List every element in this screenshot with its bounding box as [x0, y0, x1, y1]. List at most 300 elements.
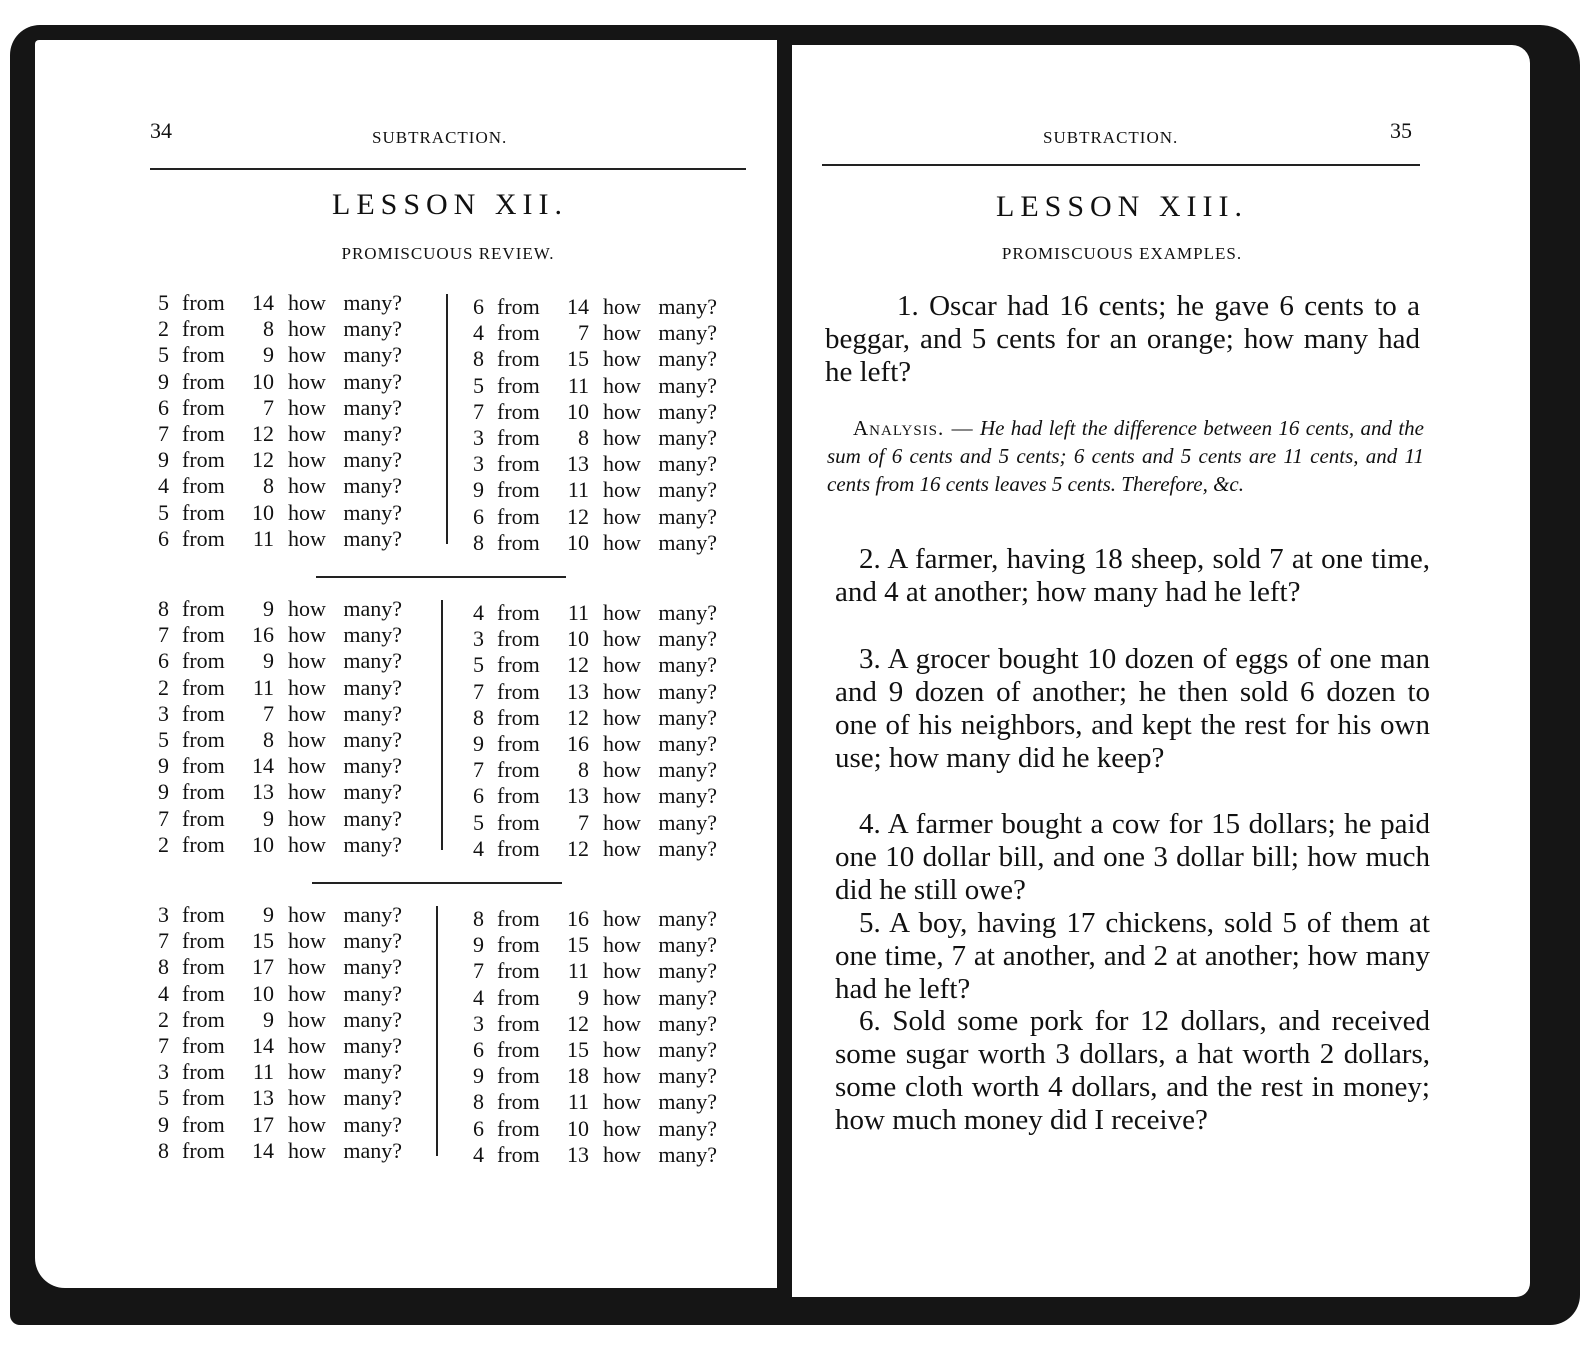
from-word: from: [497, 906, 540, 931]
exercise-row: [473, 373, 743, 399]
from-word: from: [182, 525, 225, 551]
exercise-row: [158, 500, 428, 526]
exercise-row: [473, 705, 743, 731]
how-many-text: how many?: [603, 451, 718, 477]
subtrahend: 9: [158, 368, 169, 394]
minuend: 14: [252, 1032, 274, 1058]
exercise-row: [473, 810, 743, 836]
minuend: 10: [252, 831, 274, 857]
minuend: 8: [578, 757, 589, 783]
how-many-text: how many?: [288, 420, 403, 446]
from-word: from: [497, 294, 540, 319]
how-many-text: how many?: [603, 932, 718, 958]
lesson-title-right: LESSON XIII.: [996, 190, 1248, 223]
from-word: from: [497, 424, 540, 450]
column-divider: [441, 600, 443, 850]
minuend: 8: [263, 473, 274, 499]
from-word: from: [182, 499, 225, 525]
from-word: from: [182, 753, 225, 779]
subtrahend: 2: [158, 831, 169, 857]
problem-5: 5. A boy, having 17 chickens, sold 5 of them at one time, 7 at another, and 2 at another; how many had he left?: [835, 907, 1430, 1005]
subtrahend: 3: [473, 451, 484, 477]
from-word: from: [497, 398, 540, 424]
minuend: 18: [567, 1063, 589, 1089]
exercise-row: [473, 451, 743, 477]
from-word: from: [182, 805, 225, 831]
from-word: from: [497, 1115, 540, 1141]
minuend: 9: [263, 902, 274, 927]
exercise-column-left: [158, 902, 428, 1164]
exercise-row: [473, 958, 743, 984]
how-many-text: how many?: [288, 831, 403, 857]
exercise-row: [158, 395, 428, 421]
subtrahend: 5: [158, 726, 169, 752]
exercise-column-right: [473, 294, 743, 556]
minuend: 11: [567, 1089, 589, 1115]
how-many-text: how many?: [603, 477, 718, 503]
minuend: 7: [578, 809, 589, 835]
how-many-text: how many?: [603, 704, 718, 730]
exercise-row: [158, 1085, 428, 1111]
minuend: 10: [252, 499, 274, 525]
exercise-row: [158, 1059, 428, 1085]
how-many-text: how many?: [603, 1141, 718, 1167]
subtrahend: 5: [158, 1085, 169, 1111]
subtrahend: 5: [473, 809, 484, 835]
from-word: from: [497, 984, 540, 1010]
minuend: 8: [263, 316, 274, 342]
exercise-row: [473, 906, 743, 932]
exercise-row: [473, 294, 743, 320]
subtrahend: 5: [158, 342, 169, 368]
how-many-text: how many?: [288, 1137, 403, 1163]
how-many-text: how many?: [288, 902, 403, 927]
from-word: from: [182, 1111, 225, 1137]
exercise-row: [473, 679, 743, 705]
minuend: 17: [252, 1111, 274, 1137]
subtitle-left: PROMISCUOUS REVIEW.: [341, 244, 555, 263]
from-word: from: [182, 928, 225, 954]
from-word: from: [497, 346, 540, 372]
how-many-text: how many?: [603, 809, 718, 835]
how-many-text: how many?: [603, 346, 718, 372]
problem-2: 2. A farmer, having 18 sheep, sold 7 at one time, and 4 at another; how many had he left?: [835, 543, 1430, 608]
subtrahend: 7: [158, 622, 169, 648]
subtrahend: 7: [158, 420, 169, 446]
running-title-left: SUBTRACTION.: [372, 128, 508, 147]
minuend: 11: [567, 477, 589, 503]
from-word: from: [182, 316, 225, 342]
how-many-text: how many?: [603, 1010, 718, 1036]
exercise-row: [158, 1138, 428, 1164]
how-many-text: how many?: [288, 1085, 403, 1111]
from-word: from: [497, 835, 540, 861]
exercise-row: [158, 1033, 428, 1059]
how-many-text: how many?: [603, 503, 718, 529]
subtrahend: 6: [158, 525, 169, 551]
minuend: 10: [567, 1115, 589, 1141]
how-many-text: how many?: [603, 424, 718, 450]
from-word: from: [497, 320, 540, 346]
how-many-text: how many?: [603, 600, 718, 625]
subtrahend: 7: [158, 928, 169, 954]
lesson-title-left: LESSON XII.: [332, 188, 568, 221]
how-many-text: how many?: [603, 398, 718, 424]
minuend: 8: [578, 424, 589, 450]
exercise-row: [473, 626, 743, 652]
minuend: 11: [567, 372, 589, 398]
subtrahend: 4: [473, 320, 484, 346]
from-word: from: [182, 342, 225, 368]
exercise-row: [473, 504, 743, 530]
how-many-text: how many?: [288, 1059, 403, 1085]
minuend: 12: [567, 652, 589, 678]
how-many-text: how many?: [603, 294, 718, 319]
exercise-column-right: [473, 906, 743, 1168]
exercise-column-right: [473, 600, 743, 862]
subtrahend: 8: [158, 1137, 169, 1163]
exercise-row: [158, 832, 428, 858]
from-word: from: [497, 1063, 540, 1089]
minuend: 16: [567, 730, 589, 756]
minuend: 14: [567, 294, 589, 319]
minuend: 17: [252, 954, 274, 980]
minuend: 12: [252, 420, 274, 446]
subtitle-right: PROMISCUOUS EXAMPLES.: [1001, 244, 1243, 263]
exercise-row: [158, 1007, 428, 1033]
page-number-right: 35: [1390, 118, 1412, 143]
how-many-text: how many?: [288, 622, 403, 648]
from-word: from: [182, 622, 225, 648]
running-title-right: SUBTRACTION.: [1043, 128, 1179, 147]
from-word: from: [182, 290, 225, 315]
subtrahend: 6: [473, 1036, 484, 1062]
exercise-row: [473, 530, 743, 556]
minuend: 14: [252, 753, 274, 779]
from-word: from: [497, 451, 540, 477]
exercise-row: [473, 399, 743, 425]
exercise-row: [473, 600, 743, 626]
exercise-row: [158, 369, 428, 395]
exercise-row: [473, 985, 743, 1011]
from-word: from: [497, 1089, 540, 1115]
how-many-text: how many?: [288, 726, 403, 752]
exercise-row: [158, 473, 428, 499]
how-many-text: how many?: [288, 954, 403, 980]
subtrahend: 9: [158, 753, 169, 779]
subtrahend: 9: [473, 1063, 484, 1089]
subtrahend: 4: [158, 473, 169, 499]
how-many-text: how many?: [288, 1111, 403, 1137]
subtrahend: 6: [158, 394, 169, 420]
how-many-text: how many?: [603, 783, 718, 809]
exercise-row: [158, 701, 428, 727]
minuend: 16: [252, 622, 274, 648]
how-many-text: how many?: [603, 835, 718, 861]
exercise-row: [158, 421, 428, 447]
subtrahend: 6: [473, 503, 484, 529]
exercise-row: [158, 753, 428, 779]
exercise-row: [158, 902, 428, 928]
from-word: from: [182, 902, 225, 927]
subtrahend: 7: [473, 958, 484, 984]
minuend: 15: [567, 346, 589, 372]
minuend: 11: [252, 525, 274, 551]
problem-3: 3. A grocer bought 10 dozen of eggs of one man and 9 dozen of another; he then sold 6 dozen to one of his neighbors, and kept the rest for his own use; how many did he keep?: [835, 643, 1430, 774]
exercise-row: [158, 806, 428, 832]
exercise-row: [473, 477, 743, 503]
subtrahend: 3: [158, 1059, 169, 1085]
subtrahend: 3: [473, 424, 484, 450]
from-word: from: [497, 1141, 540, 1167]
from-word: from: [182, 674, 225, 700]
problem-1: 1. Oscar had 16 cents; he gave 6 cents to a beggar, and 5 cents for an orange; how many had he left?: [825, 290, 1420, 388]
minuend: 11: [567, 600, 589, 625]
subtrahend: 9: [473, 730, 484, 756]
problem-6: 6. Sold some pork for 12 dollars, and received some sugar worth 3 dollars, a hat worth 2 dollars, some cloth worth 4 dollars, and the rest in money; how much money did I receive?: [835, 1005, 1430, 1136]
from-word: from: [182, 1006, 225, 1032]
minuend: 14: [252, 1137, 274, 1163]
how-many-text: how many?: [603, 1089, 718, 1115]
how-many-text: how many?: [288, 753, 403, 779]
minuend: 12: [252, 447, 274, 473]
exercise-row: [158, 727, 428, 753]
how-many-text: how many?: [288, 525, 403, 551]
minuend: 9: [263, 1006, 274, 1032]
subtrahend: 5: [158, 290, 169, 315]
exercise-row: [158, 447, 428, 473]
subtrahend: 7: [158, 1032, 169, 1058]
subtrahend: 4: [473, 1141, 484, 1167]
minuend: 15: [567, 932, 589, 958]
header-rule-left: [150, 168, 746, 170]
header-rule-right: [822, 164, 1420, 166]
how-many-text: how many?: [288, 473, 403, 499]
how-many-text: how many?: [288, 1006, 403, 1032]
how-many-text: how many?: [603, 958, 718, 984]
subtrahend: 5: [473, 372, 484, 398]
exercise-row: [473, 932, 743, 958]
from-word: from: [182, 368, 225, 394]
minuend: 9: [263, 342, 274, 368]
subtrahend: 9: [158, 779, 169, 805]
how-many-text: how many?: [288, 980, 403, 1006]
exercise-row: [158, 1112, 428, 1138]
minuend: 13: [567, 451, 589, 477]
exercise-column-left: [158, 290, 428, 552]
from-word: from: [182, 394, 225, 420]
exercise-row: [473, 836, 743, 862]
exercise-row: [473, 320, 743, 346]
exercise-row: [473, 1011, 743, 1037]
exercise-row: [158, 596, 428, 622]
from-word: from: [497, 730, 540, 756]
exercise-row: [158, 316, 428, 342]
minuend: 14: [252, 290, 274, 315]
subtrahend: 6: [473, 294, 484, 319]
how-many-text: how many?: [603, 906, 718, 931]
subtrahend: 9: [473, 477, 484, 503]
minuend: 13: [252, 779, 274, 805]
minuend: 12: [567, 1010, 589, 1036]
from-word: from: [497, 783, 540, 809]
subtrahend: 9: [473, 932, 484, 958]
exercise-row: [473, 757, 743, 783]
exercise-column-left: [158, 596, 428, 858]
exercise-row: [473, 425, 743, 451]
block-separator: [312, 882, 562, 884]
subtrahend: 2: [158, 674, 169, 700]
from-word: from: [182, 726, 225, 752]
from-word: from: [497, 1036, 540, 1062]
exercise-row: [158, 981, 428, 1007]
from-word: from: [497, 678, 540, 704]
minuend: 10: [252, 368, 274, 394]
from-word: from: [182, 980, 225, 1006]
how-many-text: how many?: [603, 757, 718, 783]
column-divider: [446, 294, 448, 544]
minuend: 10: [567, 529, 589, 555]
from-word: from: [497, 372, 540, 398]
minuend: 11: [252, 1059, 274, 1085]
subtrahend: 8: [473, 529, 484, 555]
subtrahend: 4: [473, 600, 484, 625]
how-many-text: how many?: [288, 447, 403, 473]
from-word: from: [182, 473, 225, 499]
subtrahend: 8: [473, 346, 484, 372]
minuend: 12: [567, 835, 589, 861]
subtrahend: 9: [158, 1111, 169, 1137]
minuend: 8: [263, 726, 274, 752]
how-many-text: how many?: [603, 1036, 718, 1062]
minuend: 9: [263, 596, 274, 621]
subtrahend: 9: [158, 447, 169, 473]
minuend: 13: [567, 1141, 589, 1167]
how-many-text: how many?: [288, 316, 403, 342]
subtrahend: 6: [158, 648, 169, 674]
minuend: 7: [263, 700, 274, 726]
from-word: from: [182, 648, 225, 674]
how-many-text: how many?: [288, 779, 403, 805]
exercise-row: [473, 1089, 743, 1115]
exercise-row: [473, 1063, 743, 1089]
subtrahend: 2: [158, 316, 169, 342]
how-many-text: how many?: [603, 1063, 718, 1089]
from-word: from: [182, 596, 225, 621]
minuend: 12: [567, 704, 589, 730]
exercise-row: [158, 648, 428, 674]
how-many-text: how many?: [288, 648, 403, 674]
how-many-text: how many?: [603, 320, 718, 346]
exercise-row: [473, 1116, 743, 1142]
subtrahend: 4: [473, 984, 484, 1010]
from-word: from: [182, 954, 225, 980]
minuend: 10: [567, 398, 589, 424]
subtrahend: 7: [473, 678, 484, 704]
from-word: from: [497, 958, 540, 984]
exercise-row: [473, 652, 743, 678]
from-word: from: [182, 1032, 225, 1058]
subtrahend: 8: [473, 1089, 484, 1115]
how-many-text: how many?: [603, 626, 718, 652]
exercise-row: [158, 526, 428, 552]
how-many-text: how many?: [288, 1032, 403, 1058]
subtrahend: 8: [158, 596, 169, 621]
how-many-text: how many?: [288, 290, 403, 315]
subtrahend: 8: [158, 954, 169, 980]
from-word: from: [182, 1085, 225, 1111]
how-many-text: how many?: [603, 529, 718, 555]
exercise-row: [158, 342, 428, 368]
from-word: from: [182, 831, 225, 857]
exercise-row: [473, 783, 743, 809]
from-word: from: [182, 1059, 225, 1085]
analysis-label: Analysis. —: [853, 416, 974, 440]
subtrahend: 4: [158, 980, 169, 1006]
minuend: 11: [252, 674, 274, 700]
from-word: from: [182, 700, 225, 726]
exercise-row: [158, 954, 428, 980]
from-word: from: [497, 652, 540, 678]
problem-4: 4. A farmer bought a cow for 15 dollars; he paid one 10 dollar bill, and one 3 dollar bill; how much did he still owe?: [835, 808, 1430, 906]
minuend: 10: [252, 980, 274, 1006]
from-word: from: [182, 779, 225, 805]
how-many-text: how many?: [288, 342, 403, 368]
minuend: 11: [567, 958, 589, 984]
minuend: 7: [578, 320, 589, 346]
how-many-text: how many?: [288, 596, 403, 621]
subtrahend: 6: [473, 1115, 484, 1141]
how-many-text: how many?: [288, 805, 403, 831]
from-word: from: [497, 600, 540, 625]
subtrahend: 8: [473, 906, 484, 931]
subtrahend: 5: [473, 652, 484, 678]
exercise-row: [473, 1142, 743, 1168]
minuend: 15: [567, 1036, 589, 1062]
from-word: from: [497, 477, 540, 503]
from-word: from: [497, 704, 540, 730]
how-many-text: how many?: [288, 499, 403, 525]
subtrahend: 3: [158, 700, 169, 726]
minuend: 13: [567, 678, 589, 704]
minuend: 9: [578, 984, 589, 1010]
subtrahend: 3: [158, 902, 169, 927]
subtrahend: 8: [473, 704, 484, 730]
exercise-row: [473, 346, 743, 372]
subtrahend: 2: [158, 1006, 169, 1032]
exercise-row: [158, 675, 428, 701]
how-many-text: how many?: [288, 368, 403, 394]
minuend: 9: [263, 805, 274, 831]
how-many-text: how many?: [603, 730, 718, 756]
minuend: 13: [252, 1085, 274, 1111]
page-number-left: 34: [150, 118, 172, 143]
from-word: from: [497, 503, 540, 529]
how-many-text: how many?: [288, 700, 403, 726]
from-word: from: [497, 757, 540, 783]
subtrahend: 5: [158, 499, 169, 525]
minuend: 12: [567, 503, 589, 529]
subtrahend: 6: [473, 783, 484, 809]
analysis-text: He had left the difference between 16 cents, and the sum of 6 cents and 5 cents; 6 cents and 5 cents are 11 cents, and 11 cents from 16 cents leaves 5 cents. Therefore, &c.: [827, 416, 1424, 496]
from-word: from: [497, 932, 540, 958]
column-divider: [436, 906, 438, 1156]
how-many-text: how many?: [603, 984, 718, 1010]
exercise-row: [473, 1037, 743, 1063]
how-many-text: how many?: [603, 1115, 718, 1141]
minuend: 13: [567, 783, 589, 809]
block-separator: [316, 576, 566, 578]
